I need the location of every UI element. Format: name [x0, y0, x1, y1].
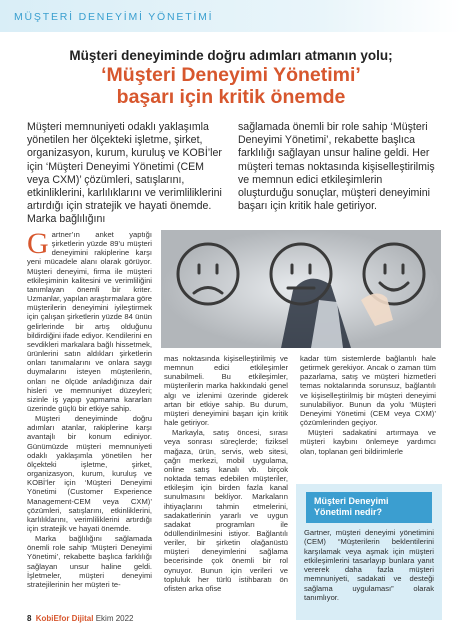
- body-column-1: [27, 227, 152, 590]
- sidebar-text: Gartner, müşteri deneyimi yönetimini (CEM) “Müşterilerin beklentilerini karşılamak veya aşmak için müşteri etkileşimlerini tasarlayıp bunlara yanıt vererek daha fazla müşteri memnuniyeti, sadakati ve desteği sağlama uygulaması” olarak tanımlıyor.: [304, 528, 434, 603]
- body-column-3: [300, 354, 436, 457]
- body-paragraph: kadar tüm sistemlerde bağlantılı hale getirmek gerekiyor. Ancak o zaman tüm pazarlama, satış ve müşteri hizmetleri temas noktalarında sorunsuz, bağlantılı ve kişiselleştirilmiş bir müşteri deneyimi sunulabiliyor. Bunun da yolu ‘Müşteri Deneyimi Yönetimi (CEM veya CXM)’ çözümlerinden geçiyor.: [300, 354, 436, 428]
- smiley-rating-illustration: [161, 230, 441, 348]
- sidebar-box: [296, 484, 442, 620]
- title-line-2: başarı için kritik önemde: [116, 86, 346, 108]
- article-kicker: Müşteri deneyiminde doğru adımları atmanın yolu;: [69, 48, 393, 63]
- drop-cap: G: [27, 227, 49, 260]
- hero-image-smiley-faces: [161, 230, 441, 348]
- page-number: 8: [27, 614, 32, 623]
- body-column-2: [164, 354, 288, 594]
- body-paragraph: Müşteri sadakatini artırmaya ve müşteri kaybını önlemeye yardımcı olan, toplanan geri bildirimlerle: [300, 428, 436, 456]
- lead-paragraph-left: Müşteri memnuniyeti odaklı yaklaşımla yönetilen her ölçekteki işletme, şirket, organizasyon, kurum, kuruluş ve KOBİ’ler için ‘Müşteri Deneyimi Yönetimi (CEM veya CXM)’ çözümleri, satışlarını, etkinliklerini, karlılıklarını ve verimliliklerini artırdığı için stratejik ve hayati önemde. Marka bağlılığını: [27, 121, 222, 226]
- magazine-name: KobiEfor Dijital: [35, 614, 94, 623]
- section-title: MÜŞTERİ DENEYİMİ YÖNETİMİ: [14, 11, 214, 23]
- body-paragraph: Müşteri deneyiminde doğru adımları atanlar, rakiplerine karşı avantajlı bir konum ediniyor. Günümüzde müşteri memnuniyeti odaklı yaklaşımla yönetilen her ölçekteki işletme, şirket, organizasyon, kurum, kuruluş ve KOBİ’ler için ‘Müşteri Deneyimi Yönetimi (Customer Experience Management-CEM veya CXM)’ çözümleri, satışlarını, etkinliklerini, karlılıklarını, verimliliklerini artırdığı için stratejik ve hayati önemde.: [27, 414, 152, 533]
- sidebar-title: Müşteri Deneyimi Yönetimi nedir?: [306, 492, 432, 523]
- issue-date: Ekim 2022: [95, 614, 134, 623]
- body-paragraph: Markayla, satış öncesi, sırası veya sonrası süreçlerde; fiziksel mağaza, ürün, servis, web sitesi, çağrı merkezi, mobil uygulama, online satış kanalı vb. birçok noktada temas edebilen müşteriler, etkileşim için birden fazla kanal sunulmasını bekliyor. Markaların ihtiyaçlarını tahmin etmelerini, sadakatlerinin yararlı ve uygun sadakat programları ile ödüllendirilmesini istiyor. Bağlantılı veriler, bir şirketin olağanüstü müşteri deneyimlerini sağlama becerisinde çok önemli bir rol oynuyor. Bunun için verileri ve topluluk her türlü istihbaratı ön ofisten arka ofise: [164, 428, 288, 593]
- body-paragraph: [27, 227, 152, 413]
- article-title: [40, 64, 422, 108]
- body-text: artner’ın anket yaptığı şirketlerin yüzde 89’u müşteri deneyimini rakiplerine karşı yeni mücadele alanı olarak görüyor. Müşteri deneyimi, firma ile müşteri etkileşiminin kalitesini ve verimliliğini tanımlayan önemli bir kriter. Uzmanlar, yapılan araştırmalara göre müşterilerin deneyimini iyileştirmek için çalışan şirketlerin yüzde 84 ünün gelirlerinde bir artış olduğunu bildirdiğini ifade ediyor. Kendilerini en sevdikleri markalara bağlı hissetmek, ürünlerini satın aldıkları şirketlerin onları tanımalarını ve onlara saygı duymalarını isteyen müşterilerin, onları ne ölçüde anladığınıza dair hisleri ve memnuniyet düzeyleri; sizinle iş yapıp yapmama kararları üzerinde güçlü bir etkiye sahip.: [27, 230, 152, 413]
- title-line-1: ‘Müşteri Deneyimi Yönetimi’: [101, 64, 361, 86]
- lead-paragraph-right: sağlamada önemli bir role sahip ‘Müşteri Deneyimi Yönetimi’, rekabette başlıca farklılığı sağlayan unsur haline geldi. Her müşteri temas noktasında kişiselleştirilmiş ve memnun edici etkileşimlerin oluşturduğu sonuçlar, müşteri deneyimini başarı için kritik hale getiriyor.: [238, 121, 435, 213]
- body-paragraph: Marka bağlılığını sağlamada önemli role sahip ‘Müşteri Deneyimi Yönetimi’, rekabette başlıca farklılığı sağlayan unsur haline geldi. İşletmeler, müşteri deneyimi stratejilerinin her müşteri te-: [27, 534, 152, 589]
- page-footer: [27, 614, 134, 623]
- body-paragraph: mas noktasında kişiselleştirilmiş ve memnun edici etkileşimler sunabilmeli. Bu etkileşimler, müşterilerin marka hakkındaki genel algı ve izlenimi üzerinde giderek artan bir etkiye sahip. Bu durum, müşteri deneyimini başarı için kritik hale getiriyor.: [164, 354, 288, 428]
